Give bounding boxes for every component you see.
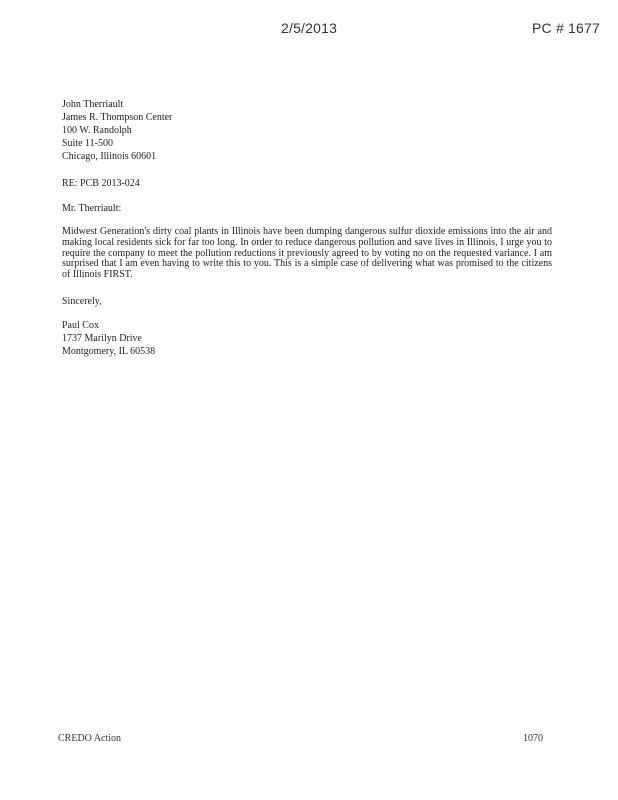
recipient-street: 100 W. Randolph bbox=[62, 125, 132, 136]
recipient-building: James R. Thompson Center bbox=[62, 112, 173, 123]
sender-block bbox=[62, 319, 552, 358]
recipient-suite: Suite 11-500 bbox=[62, 138, 114, 149]
sender-name: Paul Cox bbox=[62, 319, 99, 331]
footer-source: CREDO Action bbox=[58, 733, 122, 744]
letter bbox=[62, 98, 552, 358]
salutation: Mr. Therriault: bbox=[62, 203, 122, 214]
letter-body: Midwest Generation's dirty coal plants in Illinois have been dumping dangerous sulfur dioxide emissions into the air and making local residents sick for far too long. In order to reduce dangerous pollution and save lives in Illinois, I urge you to require the company to meet the pollution reductions it previously agreed to by voting no on the requested variance. I am surprised that I am even having to write this to you. This is a simple case of delivering what was promised to the citizens of Illinois FIRST. bbox=[62, 226, 552, 281]
header-pc-number: PC # 1677 bbox=[532, 20, 600, 36]
sender-city: Montgomery, IL 60538 bbox=[62, 345, 156, 357]
header-date: 2/5/2013 bbox=[281, 20, 338, 36]
sender-street: 1737 Marilyn Drive bbox=[62, 332, 142, 344]
recipient-address bbox=[62, 98, 552, 163]
recipient-name: John Therriault bbox=[62, 99, 124, 110]
re-line: RE: PCB 2013-024 bbox=[62, 178, 140, 189]
closing: Sincerely, bbox=[62, 295, 102, 307]
footer-page-number: 1070 bbox=[523, 733, 543, 744]
recipient-city: Chicago, Illinois 60601 bbox=[62, 151, 157, 162]
